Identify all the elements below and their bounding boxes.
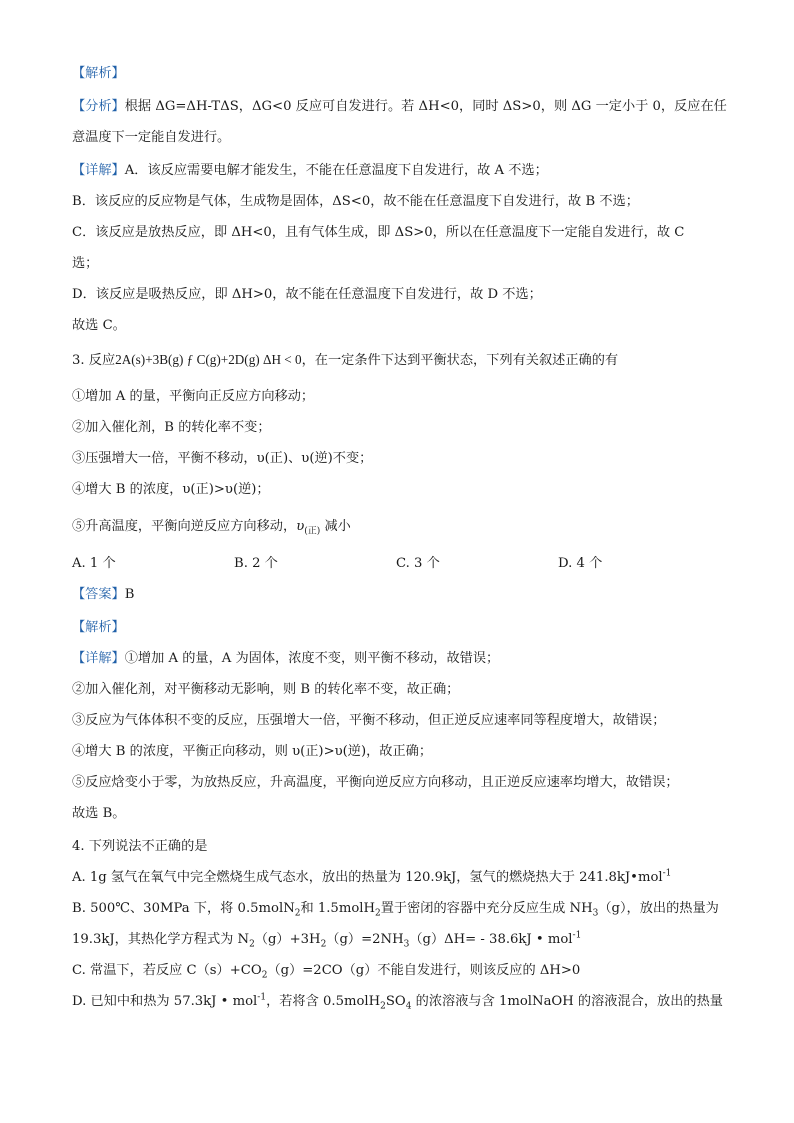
q2-detail-D: D．该反应是吸热反应，即 ΔH>0，故不能在任意温度下自发进行，故 D 不选； [72, 287, 542, 302]
nh3-eq-sub: 3 [403, 939, 410, 950]
q2-conclusion: 故选 C。 [72, 318, 126, 333]
co2-sub: 2 [261, 970, 268, 981]
daan-label: 【答案】 [72, 587, 125, 602]
q2-detail-C-line2: 选； [72, 256, 99, 271]
q4-b2-text-2: （g）+3H [254, 932, 321, 947]
q3-item-5-sub: (正) [304, 526, 321, 537]
q3-item-5-symbol: υ [296, 519, 305, 534]
q3-equation: 2A(s)+3B(g) ƒ C(g)+2D(g) ΔH < 0 [115, 352, 302, 367]
q2-analysis-line1 [72, 97, 727, 117]
nh3-sub: 3 [592, 908, 599, 919]
q2-analysis-text: 根据 ΔG=ΔH-TΔS，ΔG<0 反应可自发进行。若 ΔH<0，同时 ΔS>0，则 ΔG 一定小于 0，反应在任 [124, 99, 727, 114]
q4-b-text-1: B. 500℃、30MPa 下，将 0.5molN [72, 901, 295, 916]
q3-option-d: D. 4 个 [558, 556, 603, 571]
q4-b-text-2: 和 1.5molH [300, 901, 375, 916]
q3-detail-1 [72, 649, 724, 669]
h2-sub: 2 [374, 908, 381, 919]
q2-detail-A [72, 161, 724, 181]
q4-d-text-1: D. 已知中和热为 57.3kJ • mol [72, 994, 258, 1009]
q4-b-text-3: 置于密闭的容器中充分反应生成 NH [380, 901, 593, 916]
q2-analysis-line2: 意温度下一定能自发进行。 [72, 130, 231, 145]
q3-item-2: ②加入催化剂，B 的转化率不变； [72, 420, 271, 435]
q4-b2-text-3: （g）=2NH [326, 932, 404, 947]
q4-d-text-4: 的浓溶液与含 1molNaOH 的溶液混合，放出的热量 [411, 994, 723, 1009]
h2so4-h-sub: 2 [380, 1001, 386, 1012]
q3-item-4: ④增大 B 的浓度，υ(正)>υ(逆)； [72, 482, 270, 497]
q3-options [72, 554, 724, 574]
q2-detail-A-text: A．该反应需要电解才能发生，不能在任意温度下自发进行，故 A 不选； [124, 163, 548, 178]
q3-option-c: C. 3 个 [396, 556, 440, 571]
q4-option-b-line2 [72, 930, 724, 950]
q3-item-5 [72, 517, 724, 537]
q4-option-d [72, 992, 724, 1012]
q3-item-1: ①增加 A 的量，平衡向正反应方向移动； [72, 389, 315, 404]
n2-sub: 2 [294, 908, 301, 919]
q3-detail-4: ④增大 B 的浓度，平衡正向移动，则 υ(正)>υ(逆)，故正确； [72, 744, 433, 759]
q4-stem: 4. 下列说法不正确的是 [72, 839, 208, 854]
q3-conclusion: 故选 B。 [72, 806, 126, 821]
h2so4-o-sub: 4 [405, 1001, 412, 1012]
d-mol-sup: -1 [257, 992, 267, 1003]
q3-option-a: A. 1 个 [72, 556, 116, 571]
xiangjie-label: 【详解】 [72, 163, 125, 178]
q3-option-b: B. 2 个 [234, 556, 278, 571]
q4-d-text-3: SO [385, 994, 406, 1009]
q3-xiangjie-label: 【详解】 [72, 651, 125, 666]
q3-stem-suffix: ，在一定条件下达到平衡状态，下列有关叙述正确的有 [301, 353, 619, 368]
q3-detail-2: ②加入催化剂，对平衡移动无影响，则 B 的转化率不变，故正确； [72, 682, 460, 697]
jiexi-label: 【解析】 [72, 66, 125, 81]
q4-d-text-2: ，若将含 0.5molH [266, 994, 381, 1009]
q3-item-3: ③压强增大一倍，平衡不移动，υ(正)、υ(逆)不变； [72, 451, 373, 466]
q3-answer-value: B [124, 587, 135, 602]
q3-answer [72, 585, 724, 605]
mol-sup: -1 [572, 930, 582, 941]
h2-eq-sub: 2 [320, 939, 327, 950]
q4-option-b-line1 [72, 899, 724, 919]
fenxi-label: 【分析】 [72, 99, 125, 114]
q3-stem-prefix: 3. 反应 [72, 353, 116, 368]
q4-option-a [72, 868, 724, 888]
q3-stem [72, 350, 724, 371]
q4-option-a-sup: -1 [662, 868, 672, 879]
q2-detail-C-line1: C．该反应是放热反应，即 ΔH<0，且有气体生成，即 ΔS>0，所以在任意温度下一定能自发进行，故 C [72, 225, 685, 240]
q4-c-text-2: （g）=2CO（g）不能自发进行，则该反应的 ΔH>0 [267, 963, 581, 978]
q3-detail-3: ③反应为气体体积不变的反应，压强增大一倍，平衡不移动，但正逆反应速率同等程度增大，故错误； [72, 713, 666, 728]
q4-b2-text-4: （g）ΔH= - 38.6kJ • mol [409, 932, 573, 947]
q4-b-text-4: （g），放出的热量为 [598, 901, 719, 916]
q4-option-c [72, 961, 724, 981]
q3-item-5-text: ⑤升高温度，平衡向逆反应方向移动， [72, 519, 297, 534]
q4-b2-text-1: 19.3kJ，其热化学方程式为 N [72, 932, 250, 947]
q3-jiexi-label: 【解析】 [72, 620, 125, 635]
q3-item-5-tail: 减小 [320, 519, 351, 534]
q2-detail-B: B．该反应的反应物是气体，生成物是固体，ΔS<0，故不能在任意温度下自发进行，故 B 不选； [72, 194, 639, 209]
q4-option-a-text: A. 1g 氢气在氧气中完全燃烧生成气态水，放出的热量为 120.9kJ，氢气的燃烧热大于 241.8kJ•mol [72, 870, 663, 885]
q3-detail-5: ⑤反应焓变小于零，为放热反应，升高温度，平衡向逆反应方向移动，且正逆反应速率均增大，故错误； [72, 775, 679, 790]
n2-eq-sub: 2 [249, 939, 255, 950]
q3-detail-1-text: ①增加 A 的量，A 为固体，浓度不变，则平衡不移动，故错误； [124, 651, 500, 666]
q4-c-text-1: C. 常温下，若反应 C（s）+CO [72, 963, 262, 978]
